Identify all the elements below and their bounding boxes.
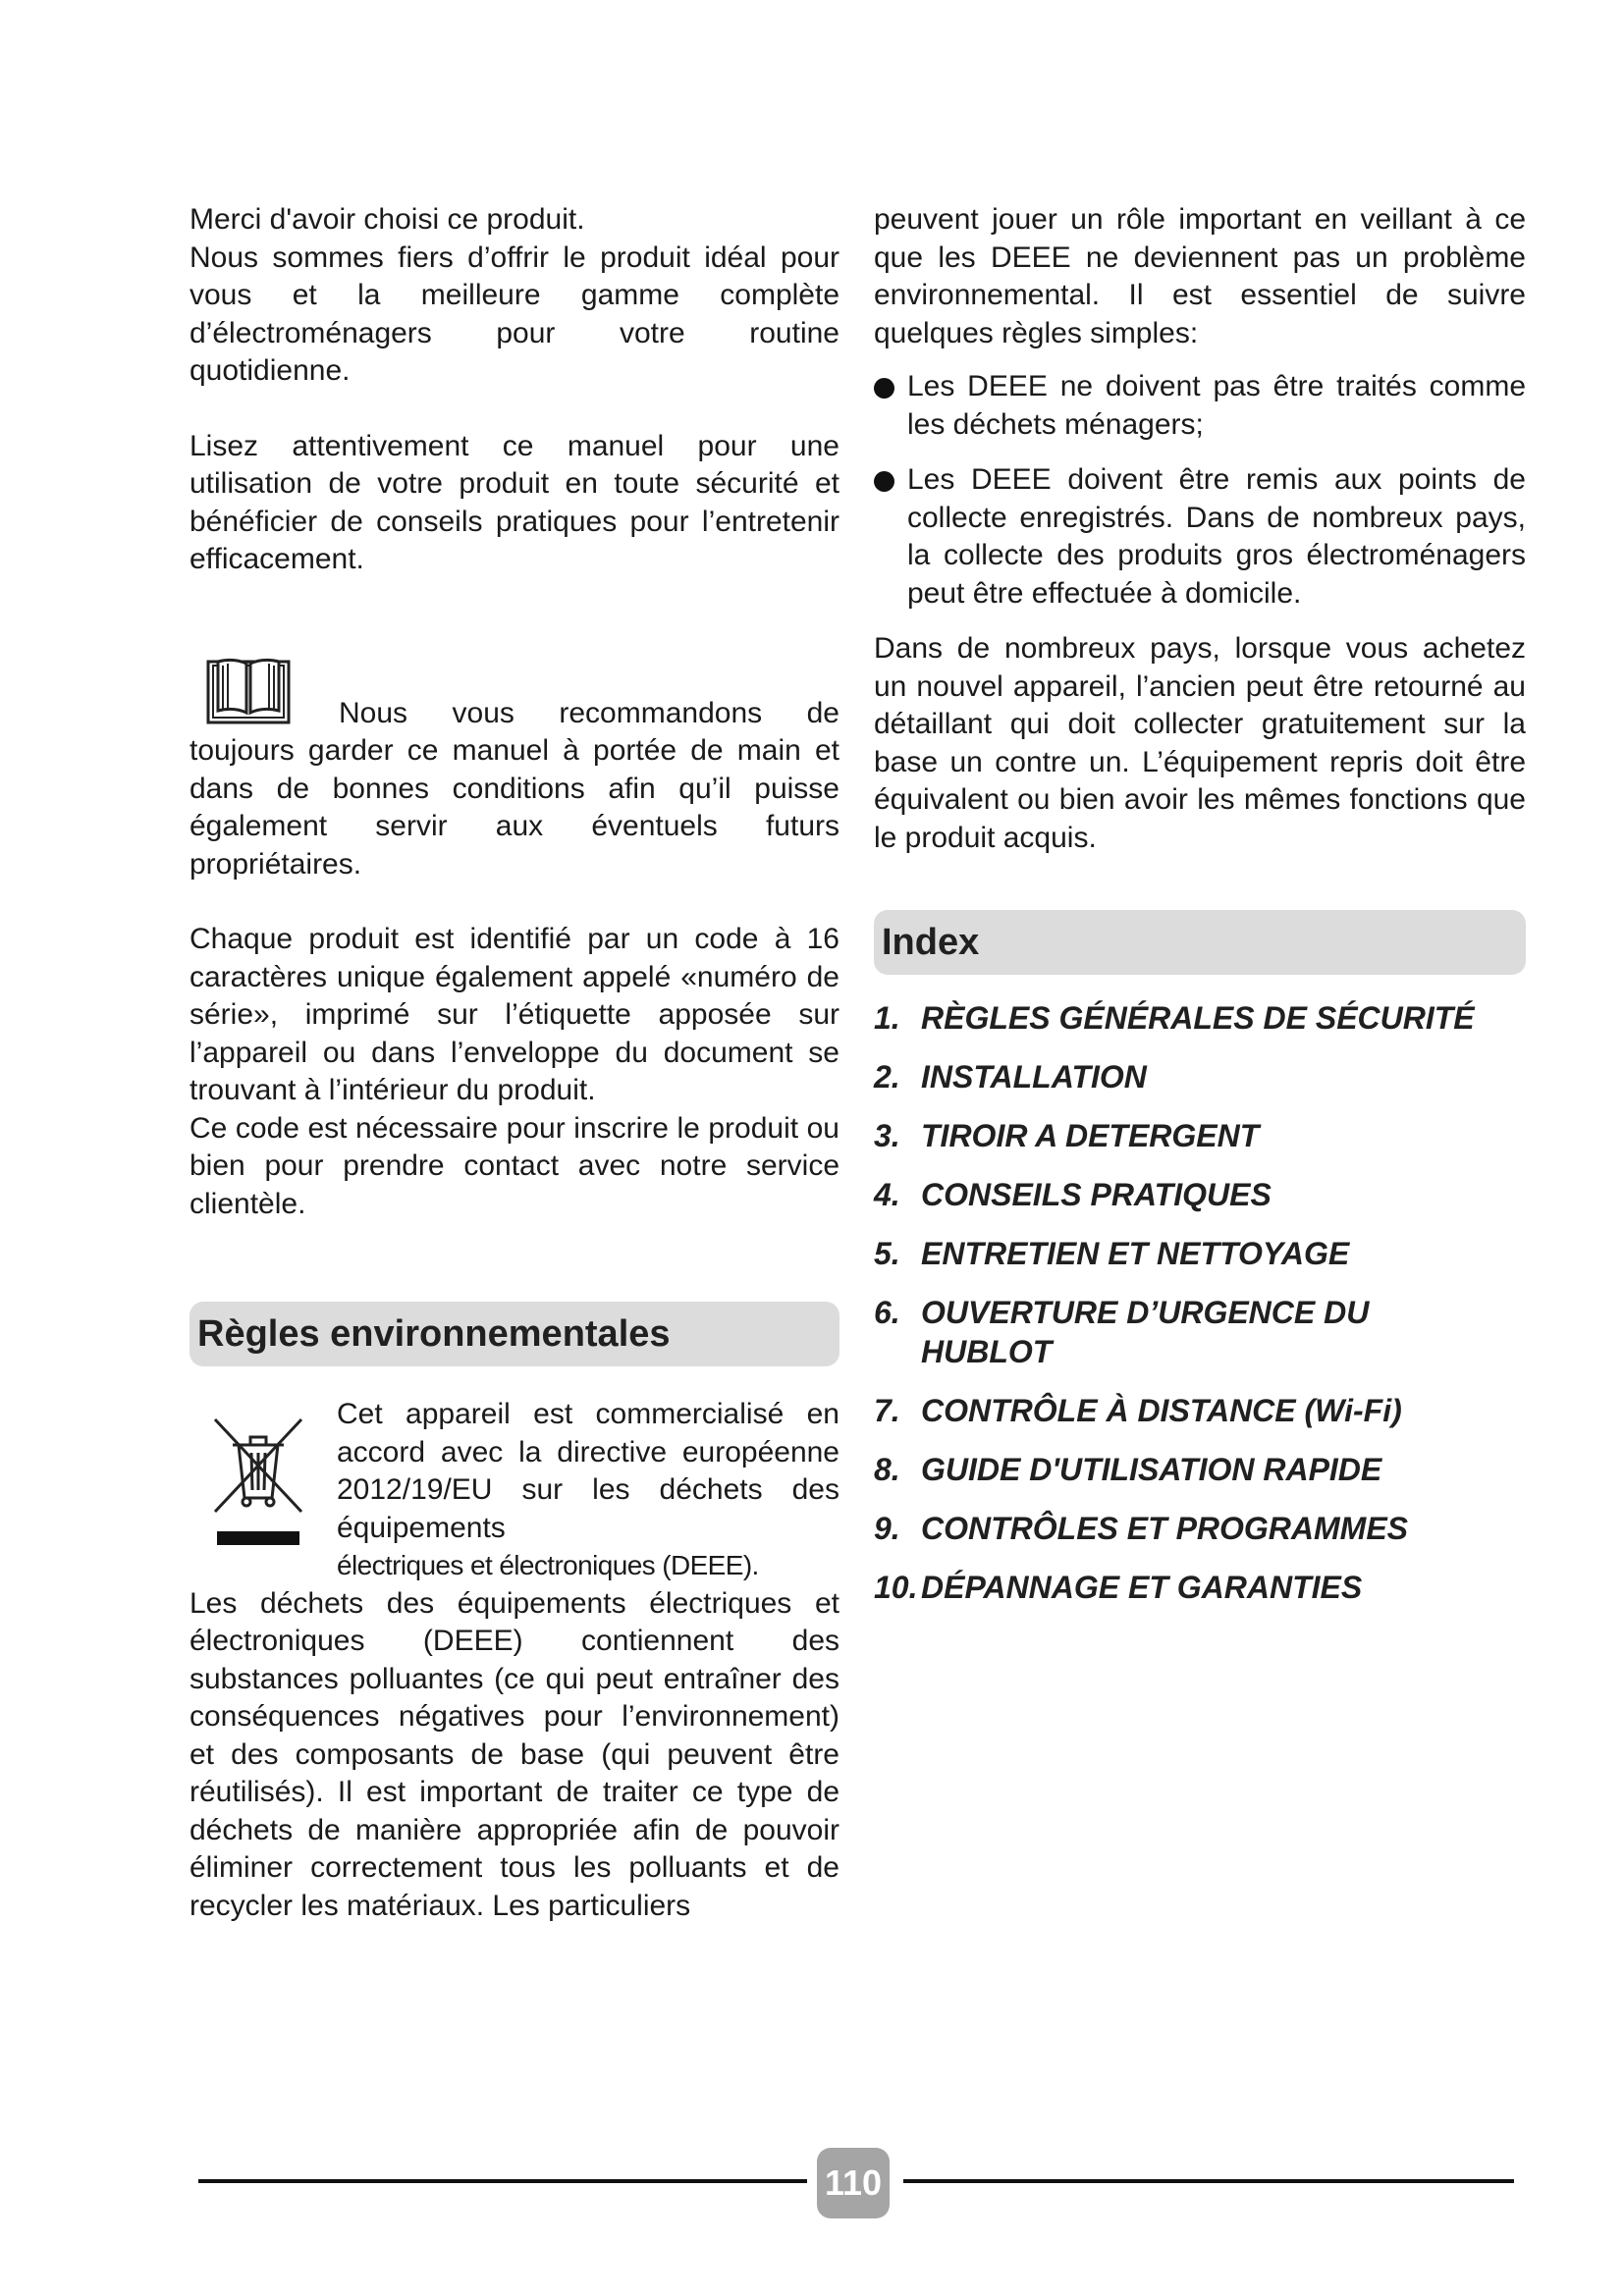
read-carefully-paragraph: Lisez attentivement ce manuel pour une utilisation de votre produit en toute sécurité et bénéficier de conseils pratiques pour l’entretenir efficacement. — [189, 429, 839, 575]
manual-advice-first-line: Nous vous recommandons de — [339, 696, 839, 729]
index-item[interactable]: 9. CONTRÔLES ET PROGRAMMES — [874, 1511, 1409, 1546]
manual-advice-block — [189, 652, 839, 884]
bullet-text: Les DEEE doivent être remis aux points de collecte enregistrés. Dans de nombreux pays, la collecte des produits gros électroménagers peut être effectuée à domicile. — [907, 463, 1526, 610]
intro-thanks: Merci d'avoir choisi ce produit. — [189, 203, 585, 236]
open-book-icon — [204, 652, 293, 726]
index-item[interactable]: 4. CONSEILS PRATIQUES — [874, 1177, 1272, 1212]
list-item — [874, 461, 1526, 613]
index-item[interactable]: 2. INSTALLATION — [874, 1059, 1147, 1095]
page-number-badge: 110 — [817, 2148, 890, 2218]
index-item[interactable]: 8. GUIDE D'UTILISATION RAPIDE — [874, 1452, 1382, 1487]
weee-role-text: peuvent jouer un rôle important en veillant à ce que les DEEE ne deviennent pas un problème environnemental. Il est essentiel de suivre quelques règles simples: — [874, 203, 1526, 349]
index-header: Index — [874, 910, 1526, 975]
right-column — [874, 201, 1526, 1627]
manual-advice-text: toujours garder ce manuel à portée de main et dans de bonnes conditions afin qu’il puisse également servir aux éventuels futurs propriétaires. — [189, 734, 839, 881]
weee-pollutants-text: Les déchets des équipements électriques et électroniques (DEEE) contiennent des substances polluantes (ce qui peut entraîner des conséquences négatives pour l’environnement) et des composants de base (qui peuvent être réutilisés). Il est important de traiter ce type de déchets de manière appropriée afin de pouvoir éliminer correctement tous les polluants et de recycler les matériaux. Les particuliers — [189, 1586, 839, 1922]
weee-directive-end: électriques et électroniques (DEEE). — [337, 1550, 759, 1580]
index-list — [874, 998, 1526, 1607]
index-item[interactable]: 6. OUVERTURE D’URGENCE DU HUBLOT — [874, 1295, 1370, 1369]
intro-pride: Nous sommes fiers d’offrir le produit idéal pour vous et la meilleure gamme complète d’électroménagers pour votre routine quotidienne. — [189, 240, 839, 387]
left-column — [189, 201, 839, 1925]
weee-directive-text: Cet appareil est commercialisé en accord avec la directive européenne 2012/19/EU sur les déchets des équipements — [337, 1398, 839, 1544]
footer-divider-right — [903, 2179, 1514, 2183]
crossed-bin-icon — [213, 1414, 303, 1549]
weee-rules-list — [874, 368, 1526, 613]
environment-rules-header: Règles environnementales — [189, 1302, 839, 1366]
serial-number-paragraph: Chaque produit est identifié par un code à 16 caractères unique également appelé «numéro de série», imprimé sur l’étiquette apposée sur l’appareil ou dans l’enveloppe du document se trouvant à l’intérieur du produit. — [189, 923, 839, 1106]
appliance-return-paragraph: Dans de nombreux pays, lorsque vous achetez un nouvel appareil, l’ancien peut être retourné au détaillant qui doit collecter gratuitement sur la base un contre un. L’équipement repris doit être équivalent ou bien avoir les mêmes fonctions que le produit acquis. — [874, 632, 1526, 854]
weee-block — [189, 1396, 839, 1925]
list-item — [874, 368, 1526, 444]
bullet-text: Les DEEE ne doivent pas être traités comme les déchets ménagers; — [907, 370, 1526, 441]
bullet-icon — [874, 471, 894, 492]
footer-divider-left — [198, 2179, 807, 2183]
serial-code-paragraph: Ce code est nécessaire pour inscrire le produit ou bien pour prendre contact avec notre service clientèle. — [189, 1111, 839, 1220]
index-item[interactable]: 10. DÉPANNAGE ET GARANTIES — [874, 1570, 1363, 1605]
index-item[interactable]: 5. ENTRETIEN ET NETTOYAGE — [874, 1236, 1350, 1271]
index-item[interactable]: 1. RÈGLES GÉNÉRALES DE SÉCURITÉ — [874, 1000, 1475, 1036]
bullet-icon — [874, 378, 894, 399]
index-item[interactable]: 3. TIROIR A DETERGENT — [874, 1118, 1260, 1153]
index-item[interactable]: 7. CONTRÔLE À DISTANCE (Wi-Fi) — [874, 1393, 1402, 1428]
